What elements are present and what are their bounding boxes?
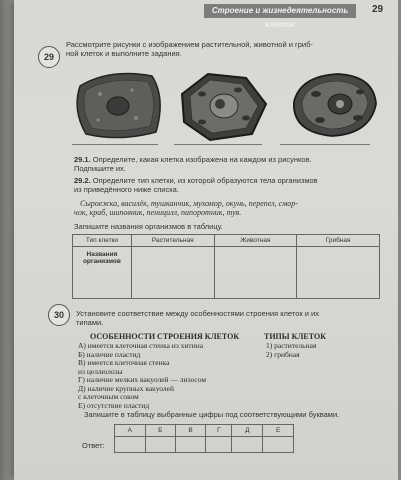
table-header-fungal: Грибная: [297, 235, 380, 247]
animal-organisms-cell[interactable]: [214, 247, 297, 299]
subtask-29-2-text: Определите тип клетки, из которой образуются тела организмов: [92, 176, 318, 185]
answer-label: Ответ:: [82, 441, 105, 450]
cell-image-1: [77, 74, 160, 138]
cell-1-caption-line[interactable]: [72, 144, 158, 145]
table-header-plant: Растительная: [131, 235, 214, 247]
table-header-animal: Животная: [214, 235, 297, 247]
table-header-type: Тип клетки: [73, 235, 132, 247]
types-list: [266, 342, 316, 359]
subtask-29-2-text-2: из приведённого ниже списка.: [74, 185, 179, 194]
feature-d: Д) наличие крупных вакуолей: [78, 383, 174, 393]
subtask-29-2-label: 29.2.: [74, 176, 91, 185]
feature-g: Г) наличие мелких вакуолей — лизосом: [78, 375, 207, 384]
task-29-prompt-2: ной клеток и выполните задания.: [66, 49, 182, 58]
subtask-29-1-label: 29.1.: [74, 155, 91, 164]
answer-letter-a: А: [115, 425, 146, 437]
subtask-29-1-text-2: Подпишите их.: [74, 164, 126, 173]
table-row-label: Названия организмов: [73, 247, 132, 299]
cell-image-3: [294, 74, 376, 136]
answer-table: [114, 424, 294, 453]
feature-v: В) имеется клеточная стенка: [78, 358, 170, 367]
task-29-prompt: Рассмотрите рисунки с изображением растительной, животной и гриб-: [66, 40, 313, 49]
answer-letter-v: В: [175, 425, 206, 437]
page-number: 29: [372, 4, 384, 15]
cell-image-2: [182, 74, 266, 140]
answer-letter-d: Д: [232, 425, 263, 437]
answer-cell-v[interactable]: [175, 437, 206, 453]
answer-letter-e: Е: [263, 425, 294, 437]
task-30-prompt: Установите соответствие между особенностями строения клеток и их: [76, 309, 319, 318]
cell-illustrations: [70, 64, 380, 144]
fungal-organisms-cell[interactable]: [297, 247, 380, 299]
answer-cell-a[interactable]: [115, 437, 146, 453]
feature-d-cont: с клеточным соком: [78, 392, 139, 401]
answer-cell-e[interactable]: [263, 437, 294, 453]
workbook-page: [14, 0, 398, 480]
page-binding-shadow: [0, 0, 14, 480]
answer-cell-b[interactable]: [145, 437, 175, 453]
feature-a: А) имеется клеточная стенка из хитина: [78, 341, 204, 350]
feature-e: Е) отсутствие пластид: [78, 400, 150, 410]
feature-b: Б) наличие пластид: [78, 349, 141, 359]
type-1: 1) растительная: [266, 341, 317, 350]
answer-prompt: Запишите в таблицу выбранные цифры под соответствующими буквами.: [84, 410, 340, 419]
section-title: Строение и жизнедеятельность клеток: [204, 4, 356, 18]
feature-v-cont: из целлюлозы: [78, 366, 123, 376]
organism-list: Сыроежка, василёк, тушканчик, мухомор, окунь, перепел, смор-: [80, 199, 298, 208]
task-30-number: 30: [48, 304, 70, 326]
task-29-number: 29: [38, 46, 60, 68]
types-title: ТИПЫ КЛЕТОК: [264, 332, 326, 341]
table-prompt: Запишите названия организмов в таблицу.: [74, 222, 223, 231]
features-title: ОСОБЕННОСТИ СТРОЕНИЯ КЛЕТОК: [90, 332, 240, 341]
subtask-29-1: [74, 155, 312, 164]
answer-letter-b: Б: [145, 425, 175, 437]
answer-cell-g[interactable]: [206, 437, 232, 453]
plant-organisms-cell[interactable]: [131, 247, 214, 299]
organisms-table: [72, 234, 380, 299]
cell-2-caption-line[interactable]: [174, 144, 262, 145]
subtask-29-2: [74, 176, 318, 185]
task-30-prompt-2: типами.: [76, 318, 104, 327]
answer-cell-d[interactable]: [232, 437, 263, 453]
organism-list-2: чок, краб, шиповник, пеницилл, папоротник, туя.: [74, 208, 242, 217]
features-list: [78, 342, 206, 410]
cell-3-caption-line[interactable]: [280, 144, 370, 145]
type-2: 2) грибная: [266, 349, 300, 359]
subtask-29-1-text: Определите, какая клетка изображена на каждом из рисунков.: [92, 155, 312, 164]
answer-letter-g: Г: [206, 425, 232, 437]
